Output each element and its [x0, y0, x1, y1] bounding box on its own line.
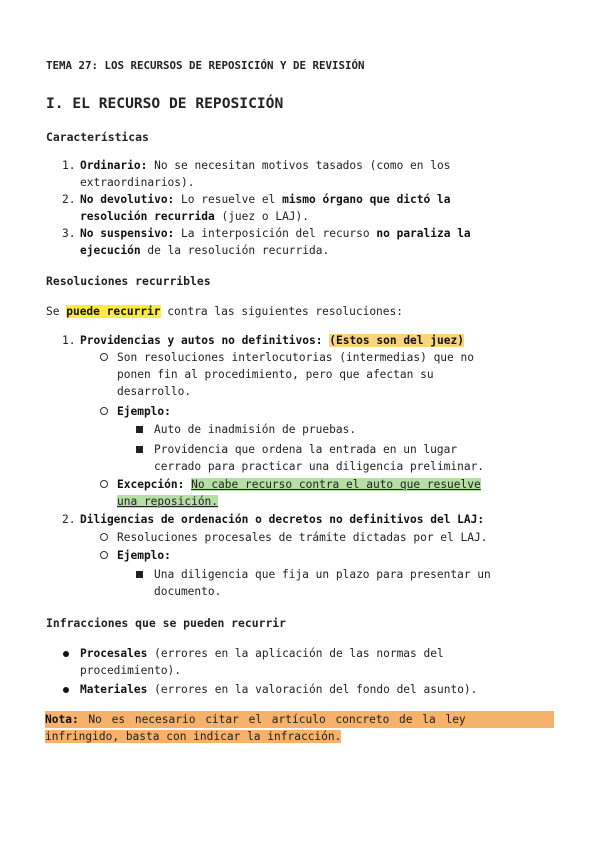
example-2: Providencia que ordena la entrada en un lugar: [154, 443, 458, 456]
highlight-excepcion-cont: una reposición.: [117, 495, 219, 508]
circle-bullet-icon: [100, 480, 108, 488]
res-item-1-desc-cont: ponen fin al procedimiento, pero que afectan su: [117, 368, 434, 381]
excepcion: Excepción: No cabe recurso contra el auto que resuelve: [117, 478, 481, 491]
topic-header: TEMA 27: LOS RECURSOS DE REPOSICIÓN Y DE REVISIÓN: [46, 59, 365, 72]
list-item-2: No devolutivo: Lo resuelve el mismo órgano que dictó la: [80, 193, 451, 206]
resoluciones-intro: Se puede recurrir contra las siguientes resoluciones:: [46, 305, 403, 318]
list-item-3: No suspensivo: La interposición del recurso no paraliza la: [80, 227, 471, 240]
res-item-2-number: 2.: [62, 513, 76, 526]
circle-bullet-icon: [100, 407, 108, 415]
nota-block: [45, 711, 554, 745]
res-item-1-desc-cont2: desarrollo.: [117, 385, 192, 398]
example-3-cont: documento.: [154, 585, 222, 598]
square-bullet-icon: [136, 446, 143, 453]
list-item-2-number: 2.: [62, 193, 76, 206]
bullet-icon: [63, 651, 69, 657]
list-item-1-number: 1.: [62, 159, 76, 172]
square-bullet-icon: [136, 426, 143, 433]
res-item-2: Diligencias de ordenación o decretos no definitivos del LAJ:: [80, 513, 485, 526]
list-item-2-cont: resolución recurrida (juez o LAJ).: [80, 210, 310, 223]
example-3: Una diligencia que fija un plazo para presentar un: [154, 568, 491, 581]
list-item-3-number: 3.: [62, 227, 76, 240]
res-item-1: Providencias y autos no definitivos: (Estos son del juez): [80, 334, 464, 347]
heading-resoluciones: Resoluciones recurribles: [46, 274, 211, 288]
heading-caracteristicas: Características: [46, 130, 149, 144]
nota-line-1: Nota: No es necesario citar el artículo concreto de la ley: [45, 711, 554, 728]
list-item-3-cont: ejecución de la resolución recurrida.: [80, 244, 330, 257]
res-item-2-ejemplo: Ejemplo:: [117, 549, 171, 562]
circle-bullet-icon: [100, 551, 108, 559]
circle-bullet-icon: [100, 533, 108, 541]
infraccion-procesales-cont: procedimiento).: [80, 664, 182, 677]
example-1: Auto de inadmisión de pruebas.: [154, 423, 357, 436]
res-item-2-desc: Resoluciones procesales de trámite dictadas por el LAJ.: [117, 531, 488, 544]
nota-line-2: infringido, basta con indicar la infracción.: [45, 730, 342, 743]
highlight-puede-recurrir: puede recurrir: [66, 305, 161, 318]
infraccion-procesales: Procesales (errores en la aplicación de las normas del: [80, 647, 444, 660]
example-2-cont: cerrado para practicar una diligencia preliminar.: [154, 460, 485, 473]
res-item-1-desc: Son resoluciones interlocutorias (intermedias) que no: [117, 351, 474, 364]
list-item-1-cont: extraordinarios).: [80, 176, 195, 189]
highlight-del-juez: (Estos son del juez): [329, 334, 464, 347]
highlight-excepcion: No cabe recurso contra el auto que resuelve: [191, 478, 481, 491]
bullet-icon: [63, 687, 69, 693]
section-title: I. EL RECURSO DE REPOSICIÓN: [46, 95, 284, 112]
excepcion-cont: [117, 493, 218, 510]
infraccion-materiales: Materiales (errores en la valoración del fondo del asunto).: [80, 683, 478, 696]
list-item-1: Ordinario: No se necesitan motivos tasados (como en los: [80, 159, 451, 172]
res-item-1-number: 1.: [62, 334, 76, 347]
square-bullet-icon: [136, 571, 143, 578]
res-item-1-ejemplo: Ejemplo:: [117, 405, 171, 418]
circle-bullet-icon: [100, 353, 108, 361]
heading-infracciones: Infracciones que se pueden recurrir: [46, 616, 287, 630]
